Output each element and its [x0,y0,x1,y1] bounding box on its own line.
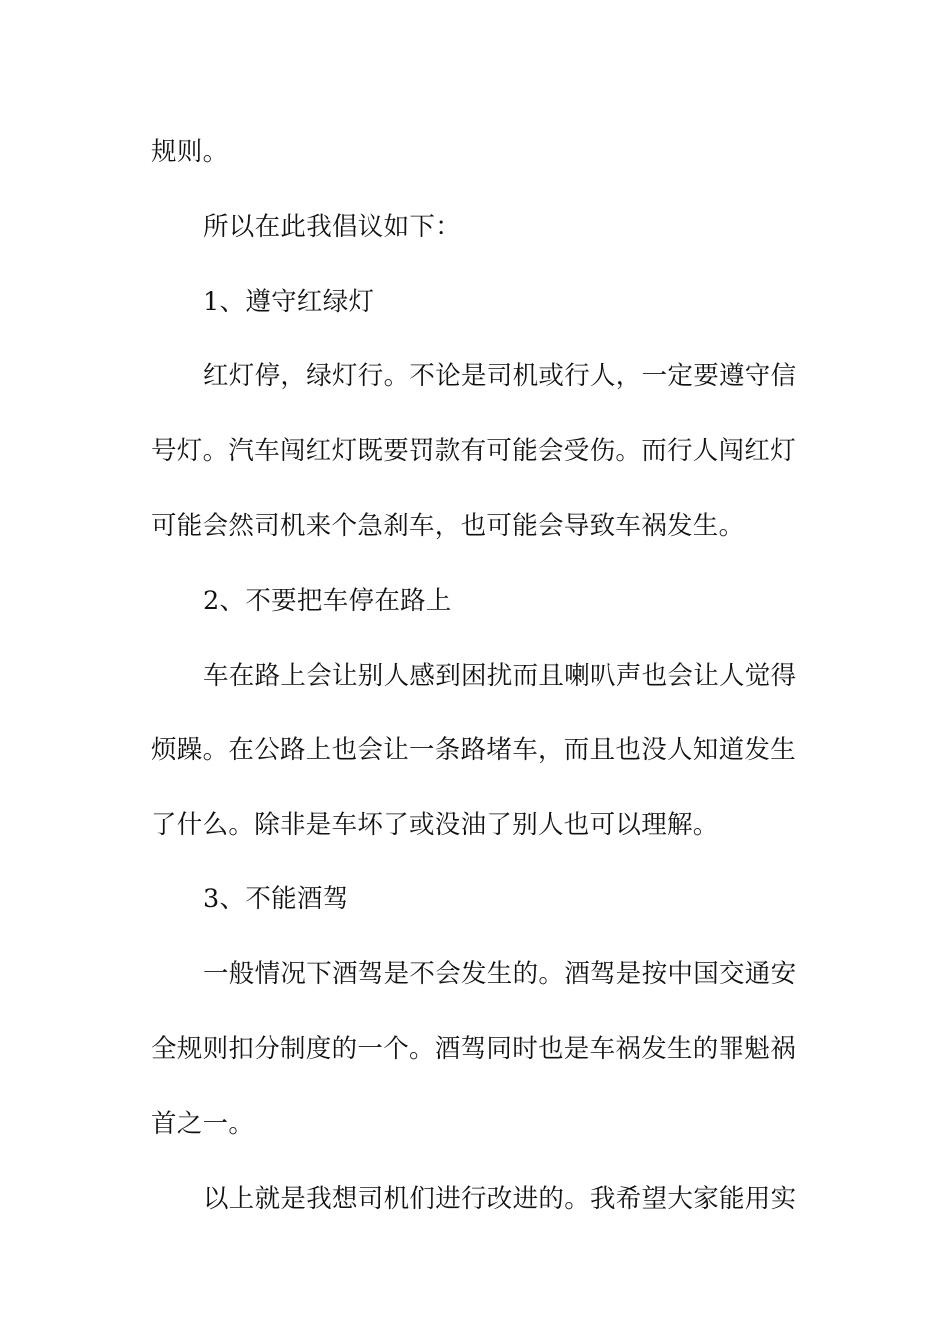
text-line: 首之一。 [151,1109,255,1139]
text-line: 以上就是我想司机们进行改进的。我希望大家能用实 [203,1184,797,1214]
section-heading: 2、不要把车停在路上 [203,586,452,616]
text-line: 可能会然司机来个急刹车，也可能会导致车祸发生。 [151,511,745,541]
text-line: 了什么。除非是车坏了或没油了别人也可以理解。 [151,810,719,840]
section-heading: 1、遵守红绿灯 [203,287,375,317]
text-line: 号灯。汽车闯红灯既要罚款有可能会受伤。而行人闯红灯 [151,436,797,466]
text-line: 烦躁。在公路上也会让一条路堵车，而且也没人知道发生 [151,735,797,765]
text-line: 全规则扣分制度的一个。酒驾同时也是车祸发生的罪魁祸 [151,1034,797,1064]
text-line: 规则。 [151,137,229,167]
text-line: 所以在此我倡议如下： [203,212,462,242]
text-line: 车在路上会让别人感到困扰而且喇叭声也会让人觉得 [203,661,797,691]
text-line: 一般情况下酒驾是不会发生的。酒驾是按中国交通安 [203,959,797,989]
text-line: 红灯停，绿灯行。不论是司机或行人，一定要遵守信 [203,361,797,391]
section-heading: 3、不能酒驾 [203,884,349,914]
